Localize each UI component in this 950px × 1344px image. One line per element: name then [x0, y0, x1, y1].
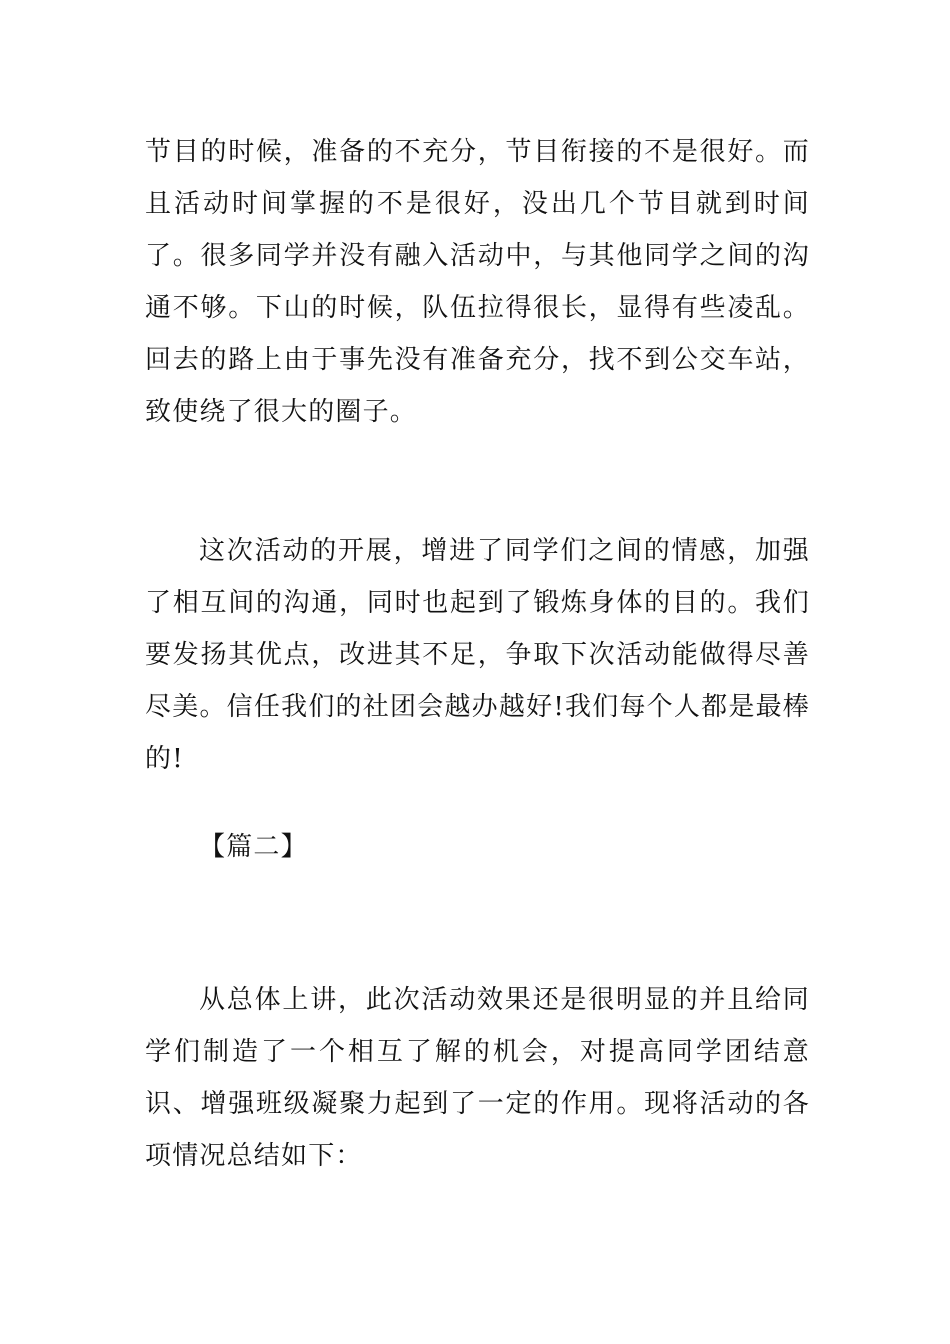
- section-heading: 【篇二】: [199, 832, 308, 862]
- paragraph-overview: 从总体上讲，此次活动效果还是很明显的并且给同学们制造了一个相互了解的机会，对提高同学团结意识、增强班级凝聚力起到了一定的作用。现将活动的各项情况总结如下：: [145, 985, 810, 1171]
- paragraph-summary: 这次活动的开展，增进了同学们之间的情感，加强了相互间的沟通，同时也起到了锻炼身体的目的。我们要发扬其优点，改进其不足，争取下次活动能做得尽善尽美。信任我们的社团会越办越好!我们每个人都是最棒的!: [145, 536, 810, 774]
- paragraph-continued: 节目的时候，准备的不充分，节目衔接的不是很好。而且活动时间掌握的不是很好，没出几个节目就到时间了。很多同学并没有融入活动中，与其他同学之间的沟通不够。下山的时候，队伍拉得很长，显得有些凌乱。回去的路上由于事先没有准备充分，找不到公交车站，致使绕了很大的圈子。: [145, 137, 810, 427]
